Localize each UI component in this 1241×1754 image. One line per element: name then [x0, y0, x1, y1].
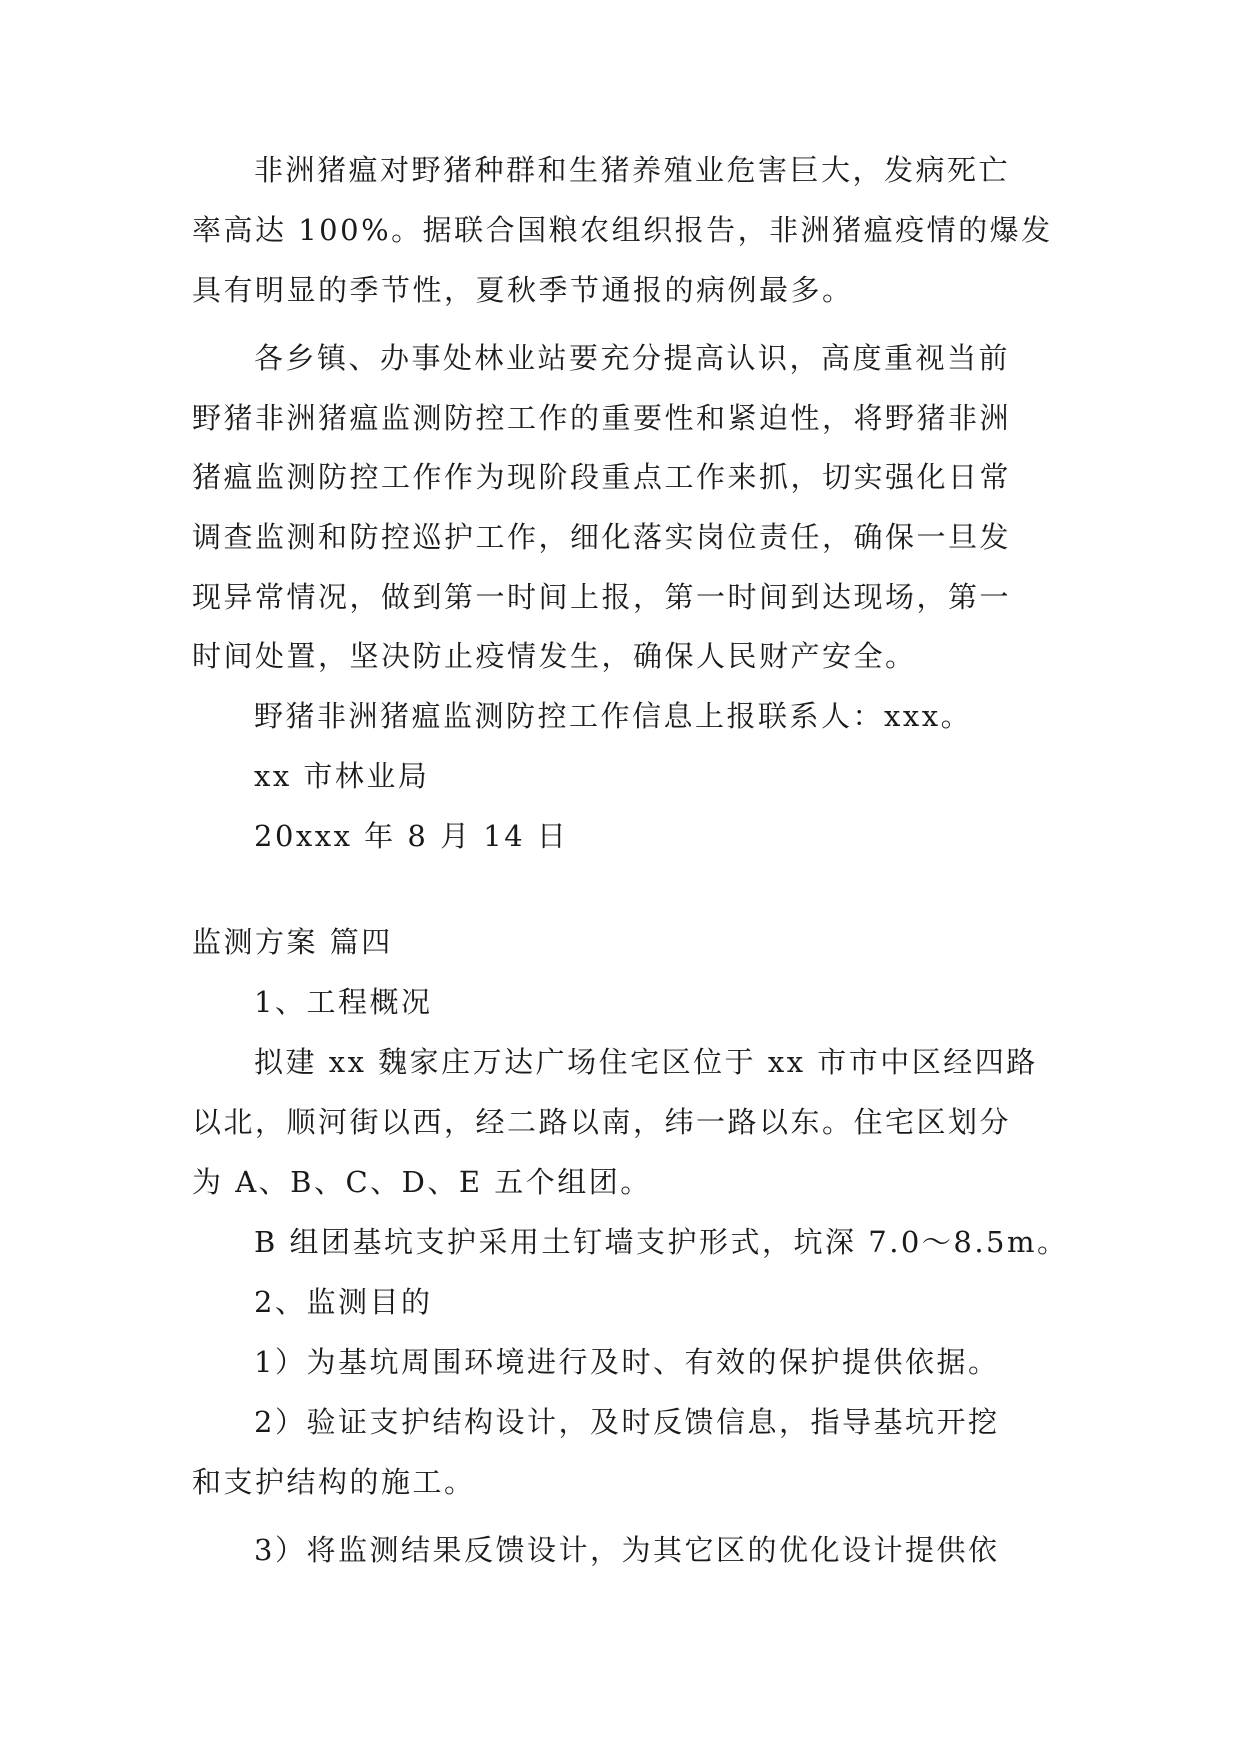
subsection-heading: 2、监测目的 — [254, 1285, 433, 1319]
paragraph-line: 拟建 xx 魏家庄万达广场住宅区位于 xx 市市中区经四路 — [254, 1045, 1038, 1079]
date-line: 20xxx 年 8 月 14 日 — [254, 819, 569, 853]
paragraph-line: 现异常情况，做到第一时间上报，第一时间到达现场，第一 — [192, 580, 1012, 614]
list-item-continuation: 和支护结构的施工。 — [192, 1465, 476, 1499]
paragraph-line: 各乡镇、办事处林业站要充分提高认识，高度重视当前 — [254, 341, 1011, 375]
paragraph-line: 以北，顺河街以西，经二路以南，纬一路以东。住宅区划分 — [192, 1105, 1012, 1139]
paragraph-line: B 组团基坑支护采用土钉墙支护形式，坑深 7.0～8.5m。 — [254, 1225, 1069, 1259]
list-item: 3）将监测结果反馈设计，为其它区的优化设计提供依 — [254, 1533, 1000, 1567]
section-heading: 监测方案 篇四 — [192, 925, 393, 959]
list-item: 2）验证支护结构设计，及时反馈信息，指导基坑开挖 — [254, 1405, 1000, 1439]
paragraph-line: 为 A、B、C、D、E 五个组团。 — [192, 1165, 652, 1199]
paragraph-line: 时间处置，坚决防止疫情发生，确保人民财产安全。 — [192, 639, 917, 673]
paragraph-line: 猪瘟监测防控工作作为现阶段重点工作来抓，切实强化日常 — [192, 460, 1012, 494]
paragraph-line: 具有明显的季节性，夏秋季节通报的病例最多。 — [192, 273, 854, 307]
contact-line: 野猪非洲猪瘟监测防控工作信息上报联系人：xxx。 — [254, 699, 973, 733]
paragraph-line: 野猪非洲猪瘟监测防控工作的重要性和紧迫性，将野猪非洲 — [192, 401, 1012, 435]
issuer-line: xx 市林业局 — [254, 759, 430, 793]
paragraph-line: 率高达 100%。据联合国粮农组织报告，非洲猪瘟疫情的爆发 — [192, 213, 1053, 247]
list-item: 1）为基坑周围环境进行及时、有效的保护提供依据。 — [254, 1345, 1000, 1379]
paragraph-line: 调查监测和防控巡护工作，细化落实岗位责任，确保一旦发 — [192, 520, 1012, 554]
paragraph-line: 非洲猪瘟对野猪种群和生猪养殖业危害巨大，发病死亡 — [254, 153, 1011, 187]
subsection-heading: 1、工程概况 — [254, 985, 433, 1019]
